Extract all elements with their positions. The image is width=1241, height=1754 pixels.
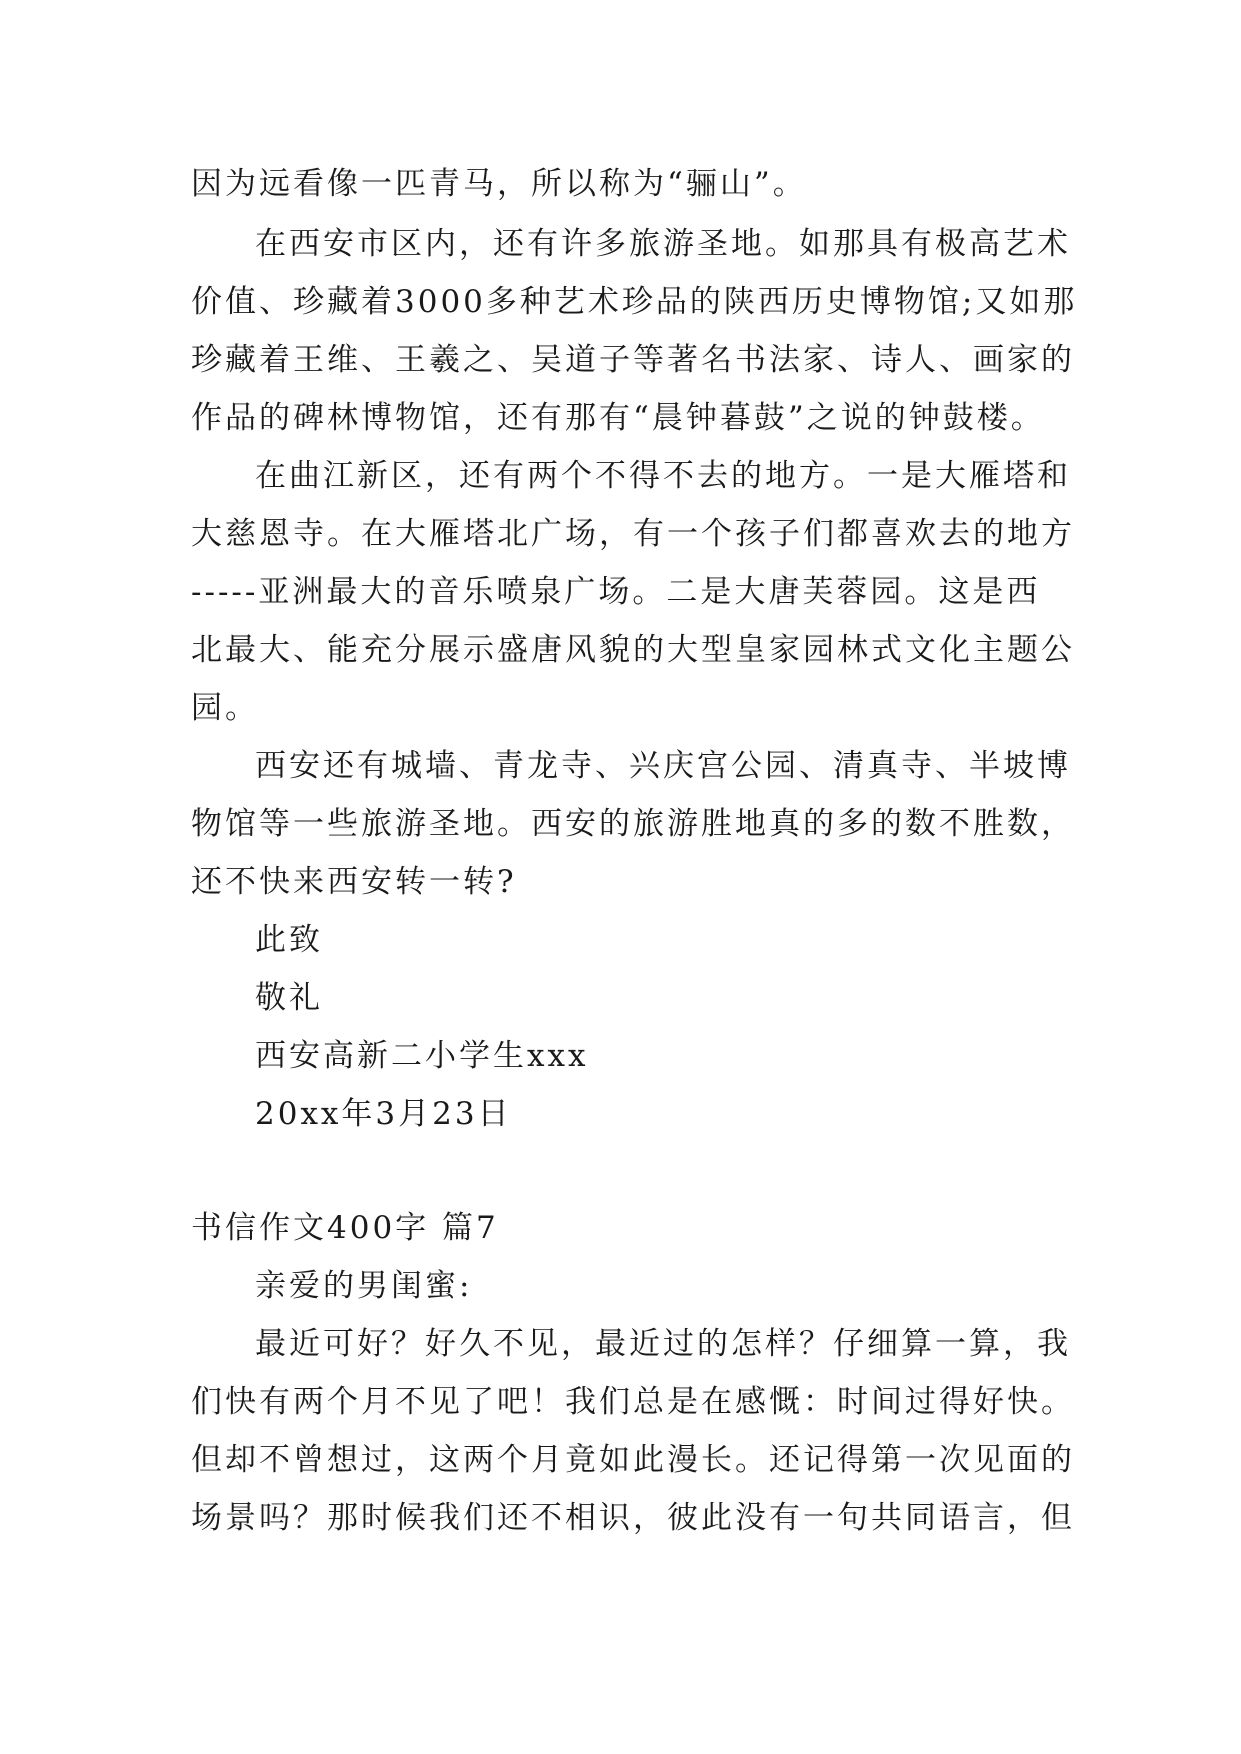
- text-line-7: 大慈恩寺。在大雁塔北广场，有一个孩子们都喜欢去的地方: [191, 516, 1075, 552]
- text-line-9: 北最大、能充分展示盛唐风貌的大型皇家园林式文化主题公: [191, 632, 1075, 668]
- greeting: 亲爱的男闺蜜:: [255, 1268, 473, 1304]
- text-line-12: 物馆等一些旅游圣地。西安的旅游胜地真的多的数不胜数，: [191, 806, 1075, 842]
- letter-date: 20xx年3月23日: [255, 1096, 512, 1132]
- text-line-20: 最近可好？好久不见，最近过的怎样？仔细算一算，我: [255, 1326, 1071, 1362]
- text-line-13: 还不快来西安转一转?: [191, 864, 517, 900]
- text-line-3: 价值、珍藏着3000多种艺术珍品的陕西历史博物馆;又如那: [191, 284, 1078, 320]
- closing-regards: 敬礼: [255, 980, 323, 1016]
- text-line-2: 在西安市区内，还有许多旅游圣地。如那具有极高艺术: [255, 226, 1071, 262]
- text-line-21: 们快有两个月不见了吧！我们总是在感慨：时间过得好快。: [191, 1384, 1075, 1420]
- text-line-23: 场景吗？那时候我们还不相识，彼此没有一句共同语言，但: [191, 1500, 1075, 1536]
- text-line-6: 在曲江新区，还有两个不得不去的地方。一是大雁塔和: [255, 458, 1071, 494]
- text-line-1: 因为远看像一匹青马，所以称为“骊山”。: [191, 166, 807, 202]
- section-heading: 书信作文400字 篇7: [191, 1210, 499, 1246]
- text-line-10: 园。: [191, 690, 259, 726]
- closing-salutation: 此致: [255, 922, 323, 958]
- text-line-8: -----亚洲最大的音乐喷泉广场。二是大唐芙蓉园。这是西: [191, 574, 1041, 610]
- text-line-22: 但却不曾想过，这两个月竟如此漫长。还记得第一次见面的: [191, 1442, 1075, 1478]
- signature: 西安高新二小学生xxx: [255, 1038, 589, 1074]
- text-line-5: 作品的碑林博物馆，还有那有“晨钟暮鼓”之说的钟鼓楼。: [191, 400, 1045, 436]
- text-line-4: 珍藏着王维、王羲之、吴道子等著名书法家、诗人、画家的: [191, 342, 1075, 378]
- text-line-11: 西安还有城墙、青龙寺、兴庆宫公园、清真寺、半坡博: [255, 748, 1071, 784]
